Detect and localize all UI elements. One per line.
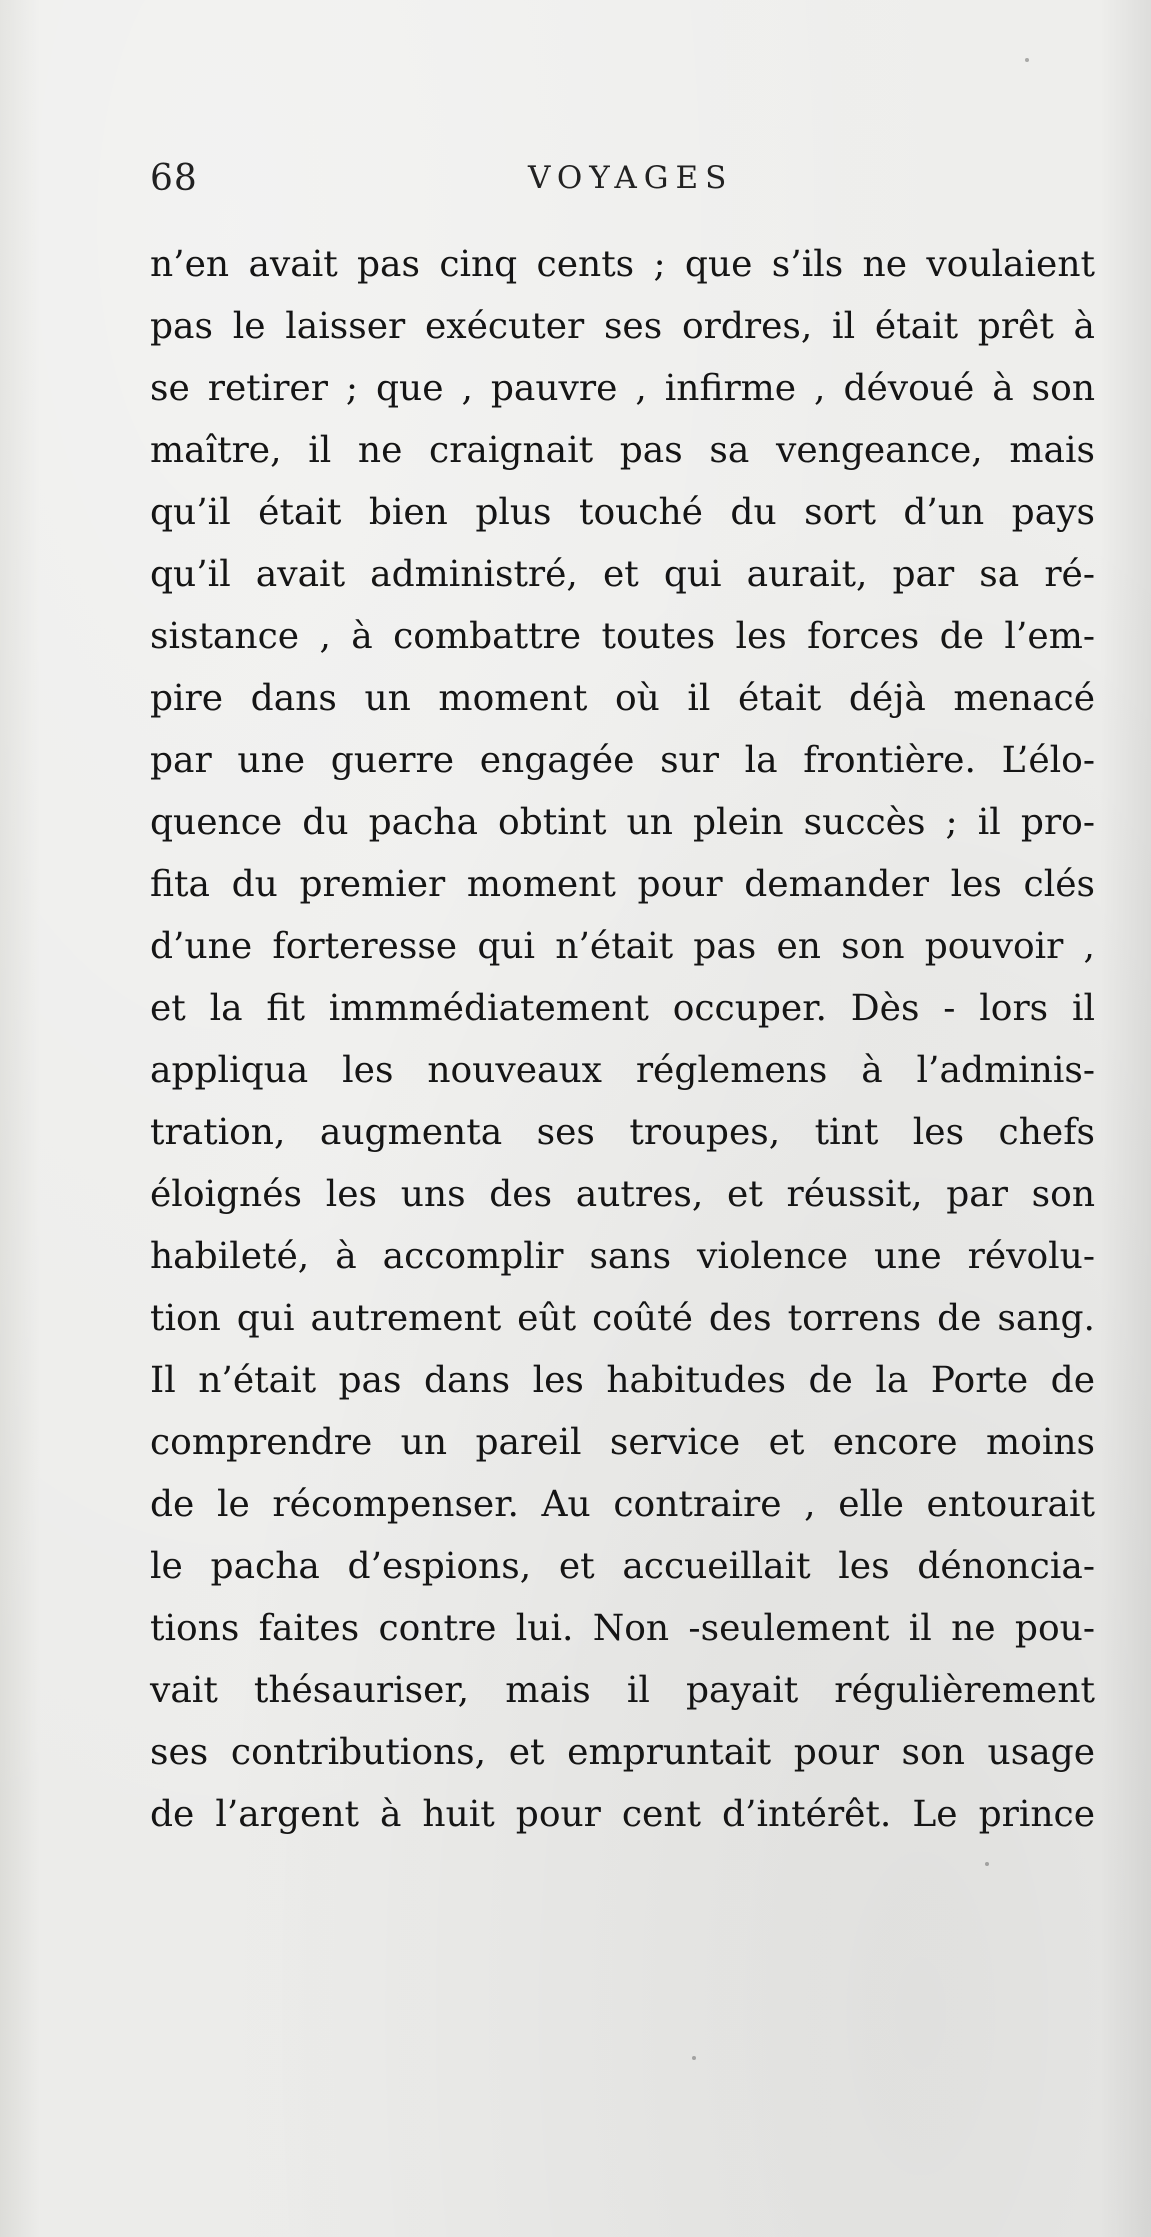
text-line: éloignés les uns des autres, et réussit, par son — [150, 1174, 1095, 1215]
paper-speck — [692, 2056, 696, 2060]
text-line: pire dans un moment où il était déjà menacé — [150, 678, 1095, 719]
text-line: se retirer ; que , pauvre , infirme , dévoué à son — [150, 368, 1095, 409]
text-line: vait thésauriser, mais il payait régulièrement — [150, 1670, 1095, 1711]
text-line: sistance , à combattre toutes les forces de l’em- — [150, 616, 1095, 657]
paper-speck — [1025, 58, 1029, 62]
text-line: tions faites contre lui. Non -seulement il ne pou- — [150, 1608, 1095, 1649]
text-line: Il n’était pas dans les habitudes de la Porte de — [150, 1360, 1095, 1401]
text-line: le pacha d’espions, et accueillait les dénoncia- — [150, 1546, 1095, 1587]
body-text — [150, 234, 1095, 1846]
text-line: d’une forteresse qui n’était pas en son pouvoir , — [150, 926, 1095, 967]
text-line: ses contributions, et empruntait pour son usage — [150, 1732, 1095, 1773]
running-title: VOYAGES — [528, 160, 734, 196]
text-line: fita du premier moment pour demander les clés — [150, 864, 1095, 905]
text-line: tration, augmenta ses troupes, tint les chefs — [150, 1112, 1095, 1153]
text-line: maître, il ne craignait pas sa vengeance, mais — [150, 430, 1095, 471]
text-line: par une guerre engagée sur la frontière. L’élo- — [150, 740, 1095, 781]
page-number: 68 — [150, 158, 198, 199]
running-head — [150, 158, 1100, 218]
text-line: de le récompenser. Au contraire , elle entourait — [150, 1484, 1095, 1525]
text-line: tion qui autrement eût coûté des torrens de sang. — [150, 1298, 1095, 1339]
paper-speck — [985, 1862, 989, 1866]
text-line: qu’il était bien plus touché du sort d’un pays — [150, 492, 1095, 533]
text-line: pas le laisser exécuter ses ordres, il était prêt à — [150, 306, 1095, 347]
text-line: habileté, à accomplir sans violence une révolu- — [150, 1236, 1095, 1277]
text-line: comprendre un pareil service et encore moins — [150, 1422, 1095, 1463]
text-line: de l’argent à huit pour cent d’intérêt. Le prince — [150, 1794, 1095, 1835]
text-line: appliqua les nouveaux réglemens à l’adminis- — [150, 1050, 1095, 1091]
text-line: qu’il avait administré, et qui aurait, par sa ré- — [150, 554, 1095, 595]
text-line: quence du pacha obtint un plein succès ; il pro- — [150, 802, 1095, 843]
text-line: n’en avait pas cinq cents ; que s’ils ne voulaient — [150, 244, 1095, 285]
text-line: et la fit immmédiatement occuper. Dès - lors il — [150, 988, 1095, 1029]
